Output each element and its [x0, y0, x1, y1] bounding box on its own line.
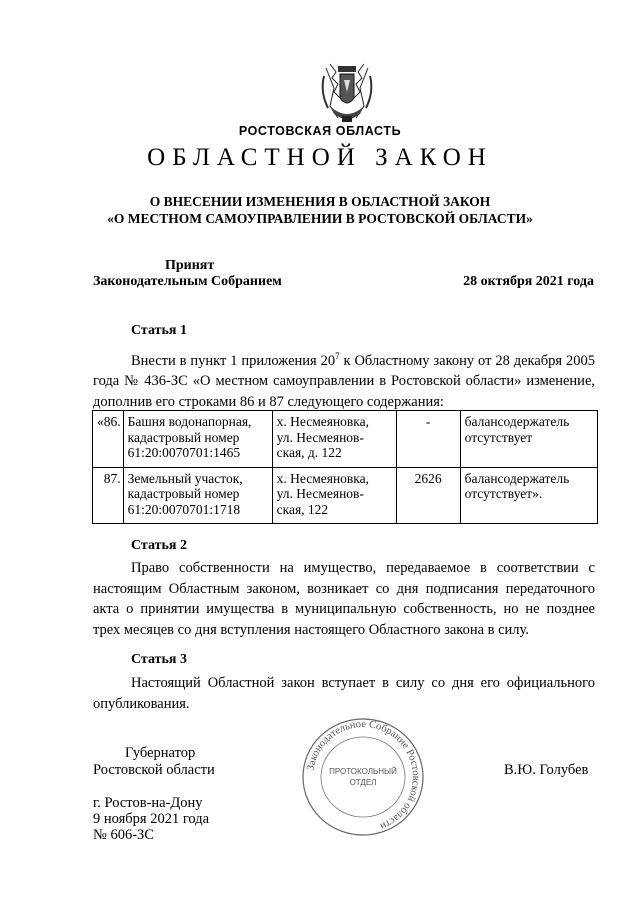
document-type: ОБЛАСТНОЙ ЗАКОН	[147, 144, 493, 171]
article-1-text	[93, 346, 595, 412]
object-address	[272, 411, 396, 468]
article-1-heading: Статья 1	[131, 323, 187, 338]
article-2-text: Право собственности на имущество, передаваемое в соответствии с настоящим Областным законом, возникает со дня подписания передаточного акта о принятии имущества в муниципальную собственность, но не позднее трех месяцев со дня вступления настоящего Областного закона в силу.	[93, 560, 595, 638]
article-1-superscript: 7	[335, 351, 340, 361]
object-area: 2626	[396, 467, 460, 524]
object-description-line: Башня водонапорная,	[127, 414, 252, 429]
signing-date: 9 ноября 2021 года	[93, 811, 210, 827]
table-row	[93, 467, 598, 524]
balance-holder-line: отсутствует».	[464, 486, 543, 501]
balance-holder-line: балансодержатель	[464, 470, 570, 486]
article-2-heading: Статья 2	[131, 538, 187, 553]
object-address-line: х. Несмеяновка,	[276, 414, 370, 429]
seal-center-text: ОТДЕЛ	[349, 778, 377, 787]
object-address-line: х. Несмеяновка,	[276, 470, 370, 486]
balance-holder	[460, 411, 597, 468]
balance-holder-line: отсутствует	[464, 429, 533, 445]
region-name: РОСТОВСКАЯ ОБЛАСТЬ	[238, 124, 402, 138]
coat-of-arms-emblem	[316, 58, 378, 126]
object-description-line: кадастровый номер	[127, 429, 240, 445]
object-description-line: 61:20:0070701:1718	[127, 501, 241, 517]
article-1-text-part: Внести в пункт 1 приложения 20	[131, 352, 336, 369]
law-number: № 606-ЗС	[93, 827, 154, 843]
subtitle-line: «О МЕСТНОМ САМОУПРАВЛЕНИИ В РОСТОВСКОЙ ОБЛАСТИ»	[107, 211, 533, 226]
article-3-text: Настоящий Областной закон вступает в силу со дня его официального опубликования.	[93, 675, 595, 712]
signer-name: В.Ю. Голубев	[504, 762, 589, 778]
adopted-date: 28 октября 2021 года	[463, 274, 594, 289]
article-1-text-part: к Областному закону от 28 декабря 2005 года № 436-ЗС «О местном самоуправлении в Ростовской области» изменение, дополнив его строками 86 и 87 следующего содержания:	[93, 352, 595, 410]
object-description	[123, 467, 272, 524]
object-description-line: Земельный участок,	[127, 470, 243, 486]
city: г. Ростов-на-Дону	[93, 795, 203, 811]
object-address-line: ская, д. 122	[276, 445, 342, 460]
seal-center-text: ПРОТОКОЛЬНЫЙ	[329, 767, 397, 776]
object-description-line: 61:20:0070701:1465	[127, 445, 241, 460]
document-footer	[93, 795, 209, 843]
row-number: «86.	[93, 411, 124, 468]
article-3-heading: Статья 3	[131, 652, 187, 667]
balance-holder-line: балансодержатель	[464, 414, 570, 429]
adopted-label: Принят	[165, 258, 215, 273]
row-number: 87.	[93, 467, 124, 524]
law-subtitle	[0, 193, 640, 227]
governor-region: Ростовской области	[93, 762, 215, 778]
official-seal-stamp	[298, 716, 428, 838]
object-description-line: кадастровый номер	[127, 486, 240, 501]
seal-ring-text: Законодательное Собрание Ростовской области	[305, 718, 422, 832]
object-address-line: ул. Несмеянов-	[276, 486, 364, 501]
subtitle-line: О ВНЕСЕНИИ ИЗМЕНЕНИЯ В ОБЛАСТНОЙ ЗАКОН	[149, 194, 491, 209]
object-address	[272, 467, 396, 524]
balance-holder	[460, 467, 597, 524]
object-description	[123, 411, 272, 468]
table-row	[93, 411, 598, 468]
amendment-table	[92, 410, 598, 524]
governor-title: Губернатор	[125, 745, 196, 761]
adopted-by: Законодательным Собранием	[93, 274, 282, 289]
object-address-line: ул. Несмеянов-	[276, 429, 364, 445]
object-area: -	[396, 411, 460, 468]
object-address-line: ская, 122	[276, 501, 329, 517]
